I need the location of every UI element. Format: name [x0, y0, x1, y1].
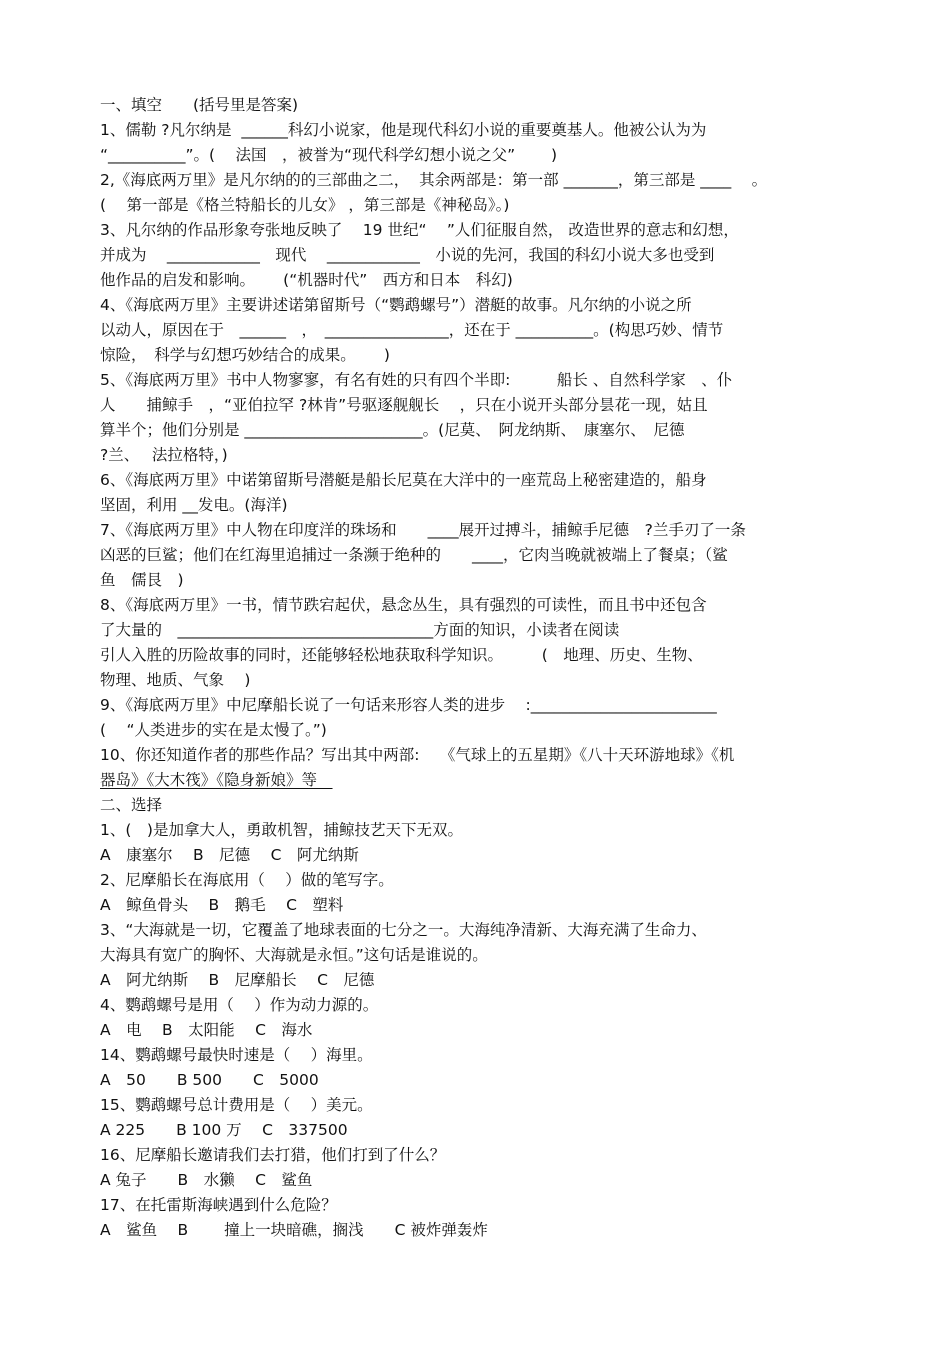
text-line: ( “人类进步的实在是太慢了。”)	[100, 721, 327, 739]
options-line: A 50 B 500 C 5000	[100, 1071, 319, 1089]
text-line: 3、凡尔纳的作品形象夸张地反映了 19 世纪“ ”人们征服自然， 改造世界的意志和幻想，	[100, 221, 739, 239]
options-line: A 阿尤纳斯 B 尼摩船长 C 尼德	[100, 971, 375, 989]
question-line: 1、( )是加拿大人，勇敢机智，捕鲸技艺天下无双。	[100, 821, 463, 839]
text-line: 7、《海底两万里》中人物在印度洋的珠场和 ____展开过搏斗，捕鲸手尼德 ?兰手刃了一条	[100, 521, 746, 539]
question-line: 3、“大海就是一切，它覆盖了地球表面的七分之一。大海纯净清新、大海充满了生命力、	[100, 921, 707, 939]
question-line: 2、尼摩船长在海底用（ ）做的笔写字。	[100, 871, 394, 889]
text-line: 2,《海底两万里》是凡尔纳的的三部曲之二， 其余两部是：第一部 _______，第三部是 ____ 。	[100, 171, 768, 189]
text-line: 1、儒勒 ?凡尔纳是 ______科幻小说家，他是现代科幻小说的重要奠基人。他被公认为为	[100, 121, 707, 139]
question-line: 大海具有宽广的胸怀、大海就是永恒。”这句话是谁说的。	[100, 946, 488, 964]
text-line: ?兰、 法拉格特，)	[100, 446, 228, 464]
question-line: 17、在托雷斯海峡遇到什么危险？	[100, 1196, 337, 1214]
section-heading-choice: 二、选择	[100, 796, 163, 814]
text-line: 人 捕鲸手 ，“亚伯拉罕 ?林肯”号驱逐舰舰长 ，只在小说开头部分昙花一现，姑且	[100, 396, 708, 414]
text-line: 他作品的启发和影响。 (“机器时代” 西方和日本 科幻)	[100, 271, 513, 289]
text-line: 了大量的 _________________________________方面的知识，小读者在阅读	[100, 621, 620, 639]
text-line: 并成为 ____________ 现代 ____________ 小说的先河，我国的科幻小说大多也受到	[100, 246, 715, 264]
options-line: A 鲸鱼骨头 B 鹅毛 C 塑料	[100, 896, 344, 914]
text-line: 引人入胜的历险故事的同时，还能够轻松地获取科学知识。 ( 地理、历史、生物、	[100, 646, 703, 664]
options-line: A 康塞尔 B 尼德 C 阿尤纳斯	[100, 846, 359, 864]
question-line: 14、鹦鹉螺号最快时速是（ ）海里。	[100, 1046, 373, 1064]
text-line: 8、《海底两万里》一书，情节跌宕起伏，悬念丛生，具有强烈的可读性，而且书中还包含	[100, 596, 707, 614]
text-line: 物理、地质、气象 )	[100, 671, 251, 689]
text-line: “__________”。( 法国 ，被誉为“现代科学幻想小说之父” )	[100, 146, 558, 164]
text-line-works: 10、你还知道作者的那些作品？写出其中两部: 《气球上的五星期》《八十天环游地球》《机	[100, 746, 735, 764]
options-line: A 电 B 太阳能 C 海水	[100, 1021, 313, 1039]
question-line: 16、尼摩船长邀请我们去打猎，他们打到了什么？	[100, 1146, 446, 1164]
text-line-works-cont: 器岛》《大木筏》《隐身新娘》等	[100, 771, 333, 789]
options-line: A 鲨鱼 B 撞上一块暗礁，搁浅 C 被炸弹轰炸	[100, 1221, 488, 1239]
options-line: A 225 B 100 万 C 337500	[100, 1121, 348, 1139]
text-line: 6、《海底两万里》中诺第留斯号潜艇是船长尼莫在大洋中的一座荒岛上秘密建造的，船身	[100, 471, 707, 489]
text-line: 4、《海底两万里》主要讲述诺第留斯号（“鹦鹉螺号”）潜艇的故事。凡尔纳的小说之所	[100, 296, 692, 314]
text-line: 5、《海底两万里》书中人物寥寥，有名有姓的只有四个半即: 船长 、自然科学家 、仆	[100, 371, 733, 389]
options-line: A 兔子 B 水獭 C 鲨鱼	[100, 1171, 313, 1189]
text-line: 9、《海底两万里》中尼摩船长说了一句话来形容人类的进步 :________________________	[100, 696, 717, 714]
text-line: 凶恶的巨鲨；他们在红海里追捕过一条濒于绝种的 ____，它肉当晚就被端上了餐桌；（鲨	[100, 546, 728, 564]
text-line: 以动人，原因在于 ______ ， ________________，还在于 __________。(构思巧妙、情节	[100, 321, 724, 339]
text-line: ( 第一部是《格兰特船长的儿女》 ，第三部是《神秘岛》。)	[100, 196, 510, 214]
section-heading-fill-in: 一、填空 (括号里是答案)	[100, 96, 299, 114]
question-line: 15、鹦鹉螺号总计费用是（ ）美元。	[100, 1096, 373, 1114]
text-line: 算半个；他们分别是 _______________________。(尼莫、 阿龙纳斯、 康塞尔、 尼德	[100, 421, 685, 439]
text-line: 鱼 儒艮 )	[100, 571, 184, 589]
text-line: 惊险， 科学与幻想巧妙结合的成果。 )	[100, 346, 390, 364]
question-line: 4、鹦鹉螺号是用（ ）作为动力源的。	[100, 996, 379, 1014]
text-line: 坚固，利用 __发电。(海洋)	[100, 496, 288, 514]
